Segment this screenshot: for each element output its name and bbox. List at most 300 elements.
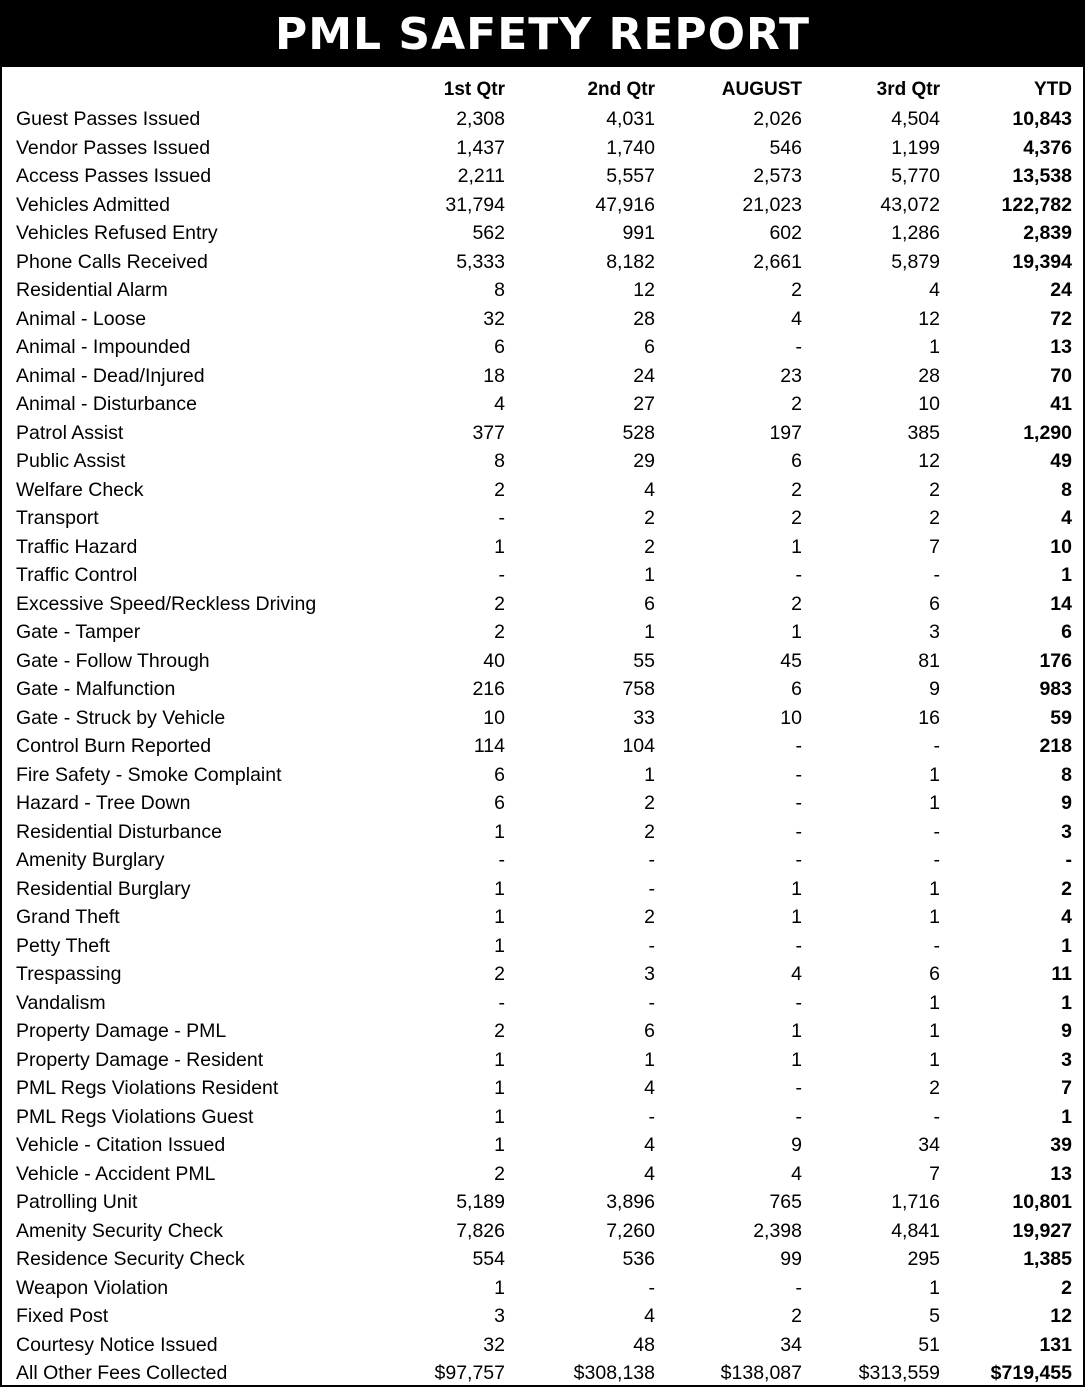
- row-label: Gate - Struck by Vehicle: [16, 706, 226, 729]
- cell-q2: 6: [644, 1020, 655, 1043]
- row-label: Petty Theft: [16, 934, 110, 957]
- cell-q3: -: [933, 849, 940, 872]
- row-label: Traffic Hazard: [16, 535, 138, 558]
- cell-august: 2: [791, 507, 802, 530]
- cell-q2: 4: [644, 1162, 655, 1185]
- cell-ytd: 49: [1050, 450, 1072, 473]
- cell-august: 9: [791, 1134, 802, 1157]
- row-label: Courtesy Notice Issued: [16, 1333, 218, 1356]
- header-blank: [2, 67, 375, 105]
- table-row: [2, 1188, 1083, 1217]
- cell-august: 45: [780, 649, 802, 672]
- cell-q3: 385: [907, 421, 940, 444]
- cell-q3: -: [933, 564, 940, 587]
- cell-q2: 2: [644, 906, 655, 929]
- cell-q2: 4: [644, 1134, 655, 1157]
- cell-ytd: 13: [1050, 336, 1072, 359]
- cell-q2: 33: [633, 706, 655, 729]
- cell-q3: 34: [918, 1134, 940, 1157]
- row-label: Gate - Follow Through: [16, 649, 210, 672]
- cell-q2: 48: [633, 1333, 655, 1356]
- row-label: Gate - Malfunction: [16, 678, 176, 701]
- cell-q3: -: [933, 820, 940, 843]
- cell-q3: 1,716: [891, 1191, 940, 1214]
- cell-q1: 1: [494, 934, 505, 957]
- table-row: [2, 162, 1083, 191]
- cell-ytd: 4,376: [1023, 136, 1072, 159]
- table-row: [2, 590, 1083, 619]
- table-row: [2, 248, 1083, 277]
- table-row: [2, 276, 1083, 305]
- row-label: Vehicle - Citation Issued: [16, 1134, 226, 1157]
- report-table: [2, 67, 1083, 1388]
- cell-q1: 18: [483, 364, 505, 387]
- row-label: Property Damage - PML: [16, 1020, 227, 1043]
- table-row: [2, 761, 1083, 790]
- cell-q3: 43,072: [880, 193, 940, 216]
- cell-august: 2: [791, 1305, 802, 1328]
- row-label: Grand Theft: [16, 906, 120, 929]
- cell-august: 6: [791, 450, 802, 473]
- cell-q1: 562: [472, 222, 505, 245]
- cell-q2: 3: [644, 963, 655, 986]
- table-row: [2, 1245, 1083, 1274]
- cell-ytd: 9: [1061, 792, 1072, 815]
- cell-q1: 1: [494, 1077, 505, 1100]
- cell-ytd: 19,394: [1012, 250, 1072, 273]
- cell-august: $138,087: [720, 1362, 802, 1385]
- cell-q1: 6: [494, 763, 505, 786]
- cell-ytd: 7: [1061, 1077, 1072, 1100]
- cell-q2: 4: [644, 1305, 655, 1328]
- header-row: [2, 67, 1083, 105]
- cell-q1: 1: [494, 877, 505, 900]
- table-row: [2, 533, 1083, 562]
- cell-q1: 5,333: [456, 250, 505, 273]
- cell-q3: 4: [929, 279, 940, 302]
- table-row: [2, 818, 1083, 847]
- cell-q2: 7,260: [606, 1219, 655, 1242]
- row-label: PML Regs Violations Guest: [16, 1105, 254, 1128]
- cell-august: 546: [769, 136, 802, 159]
- cell-q2: 3,896: [606, 1191, 655, 1214]
- cell-ytd: -: [1065, 849, 1072, 872]
- cell-ytd: 1,385: [1023, 1248, 1072, 1271]
- cell-q2: -: [648, 1276, 655, 1299]
- cell-q2: 12: [633, 279, 655, 302]
- cell-august: -: [795, 763, 802, 786]
- cell-august: 2: [791, 393, 802, 416]
- row-label: Animal - Disturbance: [16, 393, 197, 416]
- table-row: [2, 903, 1083, 932]
- cell-q3: 1: [929, 336, 940, 359]
- cell-q2: 29: [633, 450, 655, 473]
- row-label: Excessive Speed/Reckless Driving: [16, 592, 317, 615]
- cell-q2: 991: [622, 222, 655, 245]
- cell-q3: 12: [918, 307, 940, 330]
- cell-ytd: 10,843: [1012, 108, 1072, 131]
- cell-q1: 6: [494, 336, 505, 359]
- cell-q1: 377: [472, 421, 505, 444]
- cell-q3: $313,559: [858, 1362, 940, 1385]
- cell-ytd: 1: [1061, 991, 1072, 1014]
- cell-q3: 1: [929, 1048, 940, 1071]
- cell-q3: 1,286: [891, 222, 940, 245]
- cell-q2: 536: [622, 1248, 655, 1271]
- row-label: Patrolling Unit: [16, 1191, 138, 1214]
- row-label: Fire Safety - Smoke Complaint: [16, 763, 282, 786]
- cell-ytd: 1: [1061, 934, 1072, 957]
- row-label: Property Damage - Resident: [16, 1048, 264, 1071]
- cell-q1: 2: [494, 963, 505, 986]
- cell-q3: 1: [929, 1020, 940, 1043]
- table-row: [2, 504, 1083, 533]
- cell-q1: 1: [494, 1134, 505, 1157]
- cell-august: 1: [791, 877, 802, 900]
- cell-q2: -: [648, 991, 655, 1014]
- cell-q1: 2,211: [457, 165, 505, 188]
- cell-q3: 28: [918, 364, 940, 387]
- row-label: Amenity Security Check: [16, 1219, 223, 1242]
- cell-august: 1: [791, 906, 802, 929]
- column-header-1st-qtr: 1st Qtr: [443, 78, 505, 100]
- cell-ytd: 19,927: [1012, 1219, 1072, 1242]
- table-row: [2, 1331, 1083, 1360]
- row-label: Amenity Burglary: [16, 849, 165, 872]
- cell-q2: 24: [633, 364, 655, 387]
- cell-august: 602: [769, 222, 802, 245]
- cell-q2: $308,138: [573, 1362, 655, 1385]
- cell-ytd: 218: [1039, 735, 1072, 758]
- cell-q1: 6: [494, 792, 505, 815]
- table-row: [2, 390, 1083, 419]
- cell-q1: -: [498, 507, 505, 530]
- cell-q3: 6: [929, 963, 940, 986]
- table-row: [2, 960, 1083, 989]
- cell-q3: 2: [929, 478, 940, 501]
- cell-august: -: [795, 336, 802, 359]
- cell-q1: 1: [494, 535, 505, 558]
- cell-august: 1: [791, 621, 802, 644]
- row-label: Transport: [16, 507, 99, 530]
- table-row: [2, 305, 1083, 334]
- cell-q1: 4: [494, 393, 505, 416]
- cell-q3: 1: [929, 991, 940, 1014]
- cell-q1: -: [498, 849, 505, 872]
- cell-q2: 55: [633, 649, 655, 672]
- cell-q3: 10: [918, 393, 940, 416]
- cell-q1: 1: [494, 1105, 505, 1128]
- cell-q2: 528: [622, 421, 655, 444]
- cell-q1: 10: [483, 706, 505, 729]
- cell-q1: 2: [494, 621, 505, 644]
- row-label: Animal - Impounded: [16, 336, 191, 359]
- cell-ytd: 122,782: [1001, 193, 1072, 216]
- table-row: [2, 875, 1083, 904]
- cell-august: 10: [780, 706, 802, 729]
- cell-q3: 1: [929, 906, 940, 929]
- row-label: Vendor Passes Issued: [16, 136, 211, 159]
- cell-august: 197: [769, 421, 802, 444]
- cell-ytd: 14: [1050, 592, 1072, 615]
- cell-q3: 16: [918, 706, 940, 729]
- cell-ytd: 59: [1050, 706, 1072, 729]
- cell-august: 2: [791, 279, 802, 302]
- cell-q2: 4: [644, 478, 655, 501]
- table-row: [2, 191, 1083, 220]
- row-label: Access Passes Issued: [16, 165, 212, 188]
- cell-ytd: 176: [1039, 649, 1072, 672]
- cell-ytd: 13,538: [1012, 165, 1072, 188]
- cell-q2: -: [648, 1105, 655, 1128]
- cell-q1: 3: [494, 1305, 505, 1328]
- cell-ytd: 1: [1061, 1105, 1072, 1128]
- cell-ytd: 13: [1050, 1162, 1072, 1185]
- cell-august: 34: [780, 1333, 802, 1356]
- row-label: Vehicles Refused Entry: [16, 222, 218, 245]
- cell-august: -: [795, 820, 802, 843]
- cell-august: -: [795, 1105, 802, 1128]
- cell-ytd: 131: [1039, 1333, 1072, 1356]
- table-row: [2, 675, 1083, 704]
- cell-q1: $97,757: [434, 1362, 505, 1385]
- table-row: [2, 1017, 1083, 1046]
- row-label: Fixed Post: [16, 1305, 109, 1328]
- cell-august: 765: [769, 1191, 802, 1214]
- row-label: Vehicle - Accident PML: [16, 1162, 216, 1185]
- table-row: [2, 647, 1083, 676]
- table-row: [2, 704, 1083, 733]
- table-row: [2, 1131, 1083, 1160]
- cell-ytd: 4: [1061, 906, 1072, 929]
- cell-q1: 8: [494, 279, 505, 302]
- cell-q2: 4,031: [606, 108, 655, 131]
- cell-august: 4: [791, 1162, 802, 1185]
- cell-august: 1: [791, 535, 802, 558]
- row-label: Control Burn Reported: [16, 735, 212, 758]
- cell-q3: 1: [929, 1276, 940, 1299]
- cell-august: 2,026: [753, 108, 802, 131]
- row-label: Traffic Control: [16, 564, 138, 587]
- row-label: Vehicles Admitted: [16, 193, 170, 216]
- cell-q1: 554: [472, 1248, 505, 1271]
- cell-q1: 114: [473, 735, 505, 758]
- row-label: Guest Passes Issued: [16, 108, 201, 131]
- row-label: All Other Fees Collected: [16, 1362, 228, 1385]
- row-label: PML Regs Violations Resident: [16, 1077, 279, 1100]
- cell-q3: 7: [929, 1162, 940, 1185]
- table-row: [2, 846, 1083, 875]
- cell-q2: 2: [644, 535, 655, 558]
- cell-q2: 5,557: [606, 165, 655, 188]
- cell-q2: 1: [644, 621, 655, 644]
- cell-q1: 32: [483, 1333, 505, 1356]
- cell-q1: 216: [472, 678, 505, 701]
- table-row: [2, 732, 1083, 761]
- cell-ytd: $719,455: [990, 1362, 1072, 1385]
- cell-q2: -: [648, 877, 655, 900]
- row-label: Phone Calls Received: [16, 250, 208, 273]
- cell-q2: 8,182: [606, 250, 655, 273]
- cell-q2: 2: [644, 820, 655, 843]
- cell-ytd: 6: [1061, 621, 1072, 644]
- cell-august: -: [795, 735, 802, 758]
- cell-august: -: [795, 849, 802, 872]
- row-label: Patrol Assist: [16, 421, 124, 444]
- cell-q3: 12: [918, 450, 940, 473]
- table-row: [2, 447, 1083, 476]
- cell-q3: 1: [929, 763, 940, 786]
- row-label: Gate - Tamper: [16, 621, 141, 644]
- cell-q1: 1,437: [456, 136, 505, 159]
- cell-q2: 2: [644, 507, 655, 530]
- row-label: Public Assist: [16, 450, 126, 473]
- cell-q1: -: [498, 991, 505, 1014]
- cell-q2: 47,916: [595, 193, 655, 216]
- cell-q2: 1: [644, 564, 655, 587]
- cell-august: 4: [791, 307, 802, 330]
- cell-ytd: 2: [1061, 877, 1072, 900]
- cell-q1: 1: [494, 820, 505, 843]
- cell-ytd: 1,290: [1023, 421, 1072, 444]
- cell-august: 2: [791, 592, 802, 615]
- cell-august: 2,398: [753, 1219, 802, 1242]
- cell-august: -: [795, 564, 802, 587]
- cell-ytd: 10: [1050, 535, 1072, 558]
- cell-q2: 104: [622, 735, 655, 758]
- cell-q2: 1: [644, 1048, 655, 1071]
- column-header-august: AUGUST: [721, 78, 802, 100]
- table-row: [2, 932, 1083, 961]
- row-label: Residential Disturbance: [16, 820, 222, 843]
- row-label: Residential Alarm: [16, 279, 168, 302]
- cell-q2: 6: [644, 592, 655, 615]
- cell-august: 4: [791, 963, 802, 986]
- table-row: [2, 333, 1083, 362]
- cell-ytd: 12: [1050, 1305, 1072, 1328]
- cell-q1: 40: [483, 649, 505, 672]
- cell-q3: 4,841: [891, 1219, 940, 1242]
- cell-ytd: 983: [1039, 678, 1072, 701]
- cell-ytd: 3: [1061, 820, 1072, 843]
- cell-ytd: 10,801: [1012, 1191, 1072, 1214]
- cell-q1: 2: [494, 1020, 505, 1043]
- table-row: [2, 1046, 1083, 1075]
- cell-q3: 2: [929, 507, 940, 530]
- cell-q3: 81: [918, 649, 940, 672]
- row-label: Weapon Violation: [16, 1276, 169, 1299]
- cell-q1: -: [498, 564, 505, 587]
- cell-q3: 2: [929, 1077, 940, 1100]
- cell-q3: 1,199: [891, 136, 940, 159]
- cell-q2: 2: [644, 792, 655, 815]
- cell-q3: 9: [929, 678, 940, 701]
- cell-august: 2,573: [753, 165, 802, 188]
- row-label: Animal - Loose: [16, 307, 147, 330]
- cell-q3: 295: [907, 1248, 940, 1271]
- row-label: Residential Burglary: [16, 877, 191, 900]
- table-row: [2, 1160, 1083, 1189]
- cell-ytd: 8: [1061, 478, 1072, 501]
- cell-ytd: 9: [1061, 1020, 1072, 1043]
- cell-ytd: 1: [1061, 564, 1072, 587]
- cell-q1: 2: [494, 478, 505, 501]
- table-row: [2, 1103, 1083, 1132]
- row-label: Residence Security Check: [16, 1248, 245, 1271]
- cell-august: 99: [780, 1248, 802, 1271]
- cell-q1: 1: [494, 906, 505, 929]
- cell-q1: 31,794: [445, 193, 505, 216]
- cell-q2: 4: [644, 1077, 655, 1100]
- cell-august: 6: [791, 678, 802, 701]
- cell-ytd: 11: [1051, 963, 1072, 986]
- cell-q2: -: [648, 849, 655, 872]
- row-label: Welfare Check: [16, 478, 144, 501]
- cell-q1: 32: [483, 307, 505, 330]
- table-row: [2, 561, 1083, 590]
- table-row: [2, 989, 1083, 1018]
- table-row: [2, 1302, 1083, 1331]
- cell-q3: 5: [929, 1305, 940, 1328]
- cell-ytd: 8: [1061, 763, 1072, 786]
- cell-q3: 4,504: [891, 108, 940, 131]
- cell-ytd: 4: [1061, 507, 1072, 530]
- cell-august: -: [795, 1276, 802, 1299]
- row-label: Trespassing: [16, 963, 122, 986]
- cell-august: 23: [780, 364, 802, 387]
- cell-ytd: 3: [1061, 1048, 1072, 1071]
- cell-ytd: 41: [1050, 393, 1072, 416]
- cell-q1: 7,826: [456, 1219, 505, 1242]
- cell-q1: 2: [494, 592, 505, 615]
- cell-ytd: 2: [1061, 1276, 1072, 1299]
- cell-q3: 1: [929, 792, 940, 815]
- cell-august: 1: [791, 1020, 802, 1043]
- cell-q3: 5,879: [891, 250, 940, 273]
- table-row: [2, 105, 1083, 134]
- table-row: [2, 134, 1083, 163]
- cell-q3: -: [933, 1105, 940, 1128]
- column-header-2nd-qtr: 2nd Qtr: [587, 78, 655, 100]
- row-label: Hazard - Tree Down: [16, 792, 191, 815]
- cell-q1: 2,308: [456, 108, 505, 131]
- cell-august: 21,023: [742, 193, 802, 216]
- table-row: [2, 1274, 1083, 1303]
- table-row: [2, 618, 1083, 647]
- cell-q2: 1,740: [606, 136, 655, 159]
- row-label: Animal - Dead/Injured: [16, 364, 205, 387]
- report-title: PML SAFETY REPORT: [2, 2, 1083, 67]
- cell-q3: 6: [929, 592, 940, 615]
- cell-q3: 1: [929, 877, 940, 900]
- cell-ytd: 39: [1050, 1134, 1072, 1157]
- cell-august: -: [795, 934, 802, 957]
- table-row: [2, 1359, 1083, 1388]
- cell-q1: 1: [494, 1276, 505, 1299]
- cell-q2: 27: [633, 393, 655, 416]
- table-row: [2, 1074, 1083, 1103]
- cell-august: -: [795, 1077, 802, 1100]
- cell-ytd: 72: [1050, 307, 1072, 330]
- table-row: [2, 419, 1083, 448]
- table-row: [2, 789, 1083, 818]
- cell-ytd: 2,839: [1023, 222, 1072, 245]
- table-row: [2, 476, 1083, 505]
- cell-q2: 758: [622, 678, 655, 701]
- cell-q3: 5,770: [891, 165, 940, 188]
- cell-august: -: [795, 991, 802, 1014]
- cell-ytd: 70: [1050, 364, 1072, 387]
